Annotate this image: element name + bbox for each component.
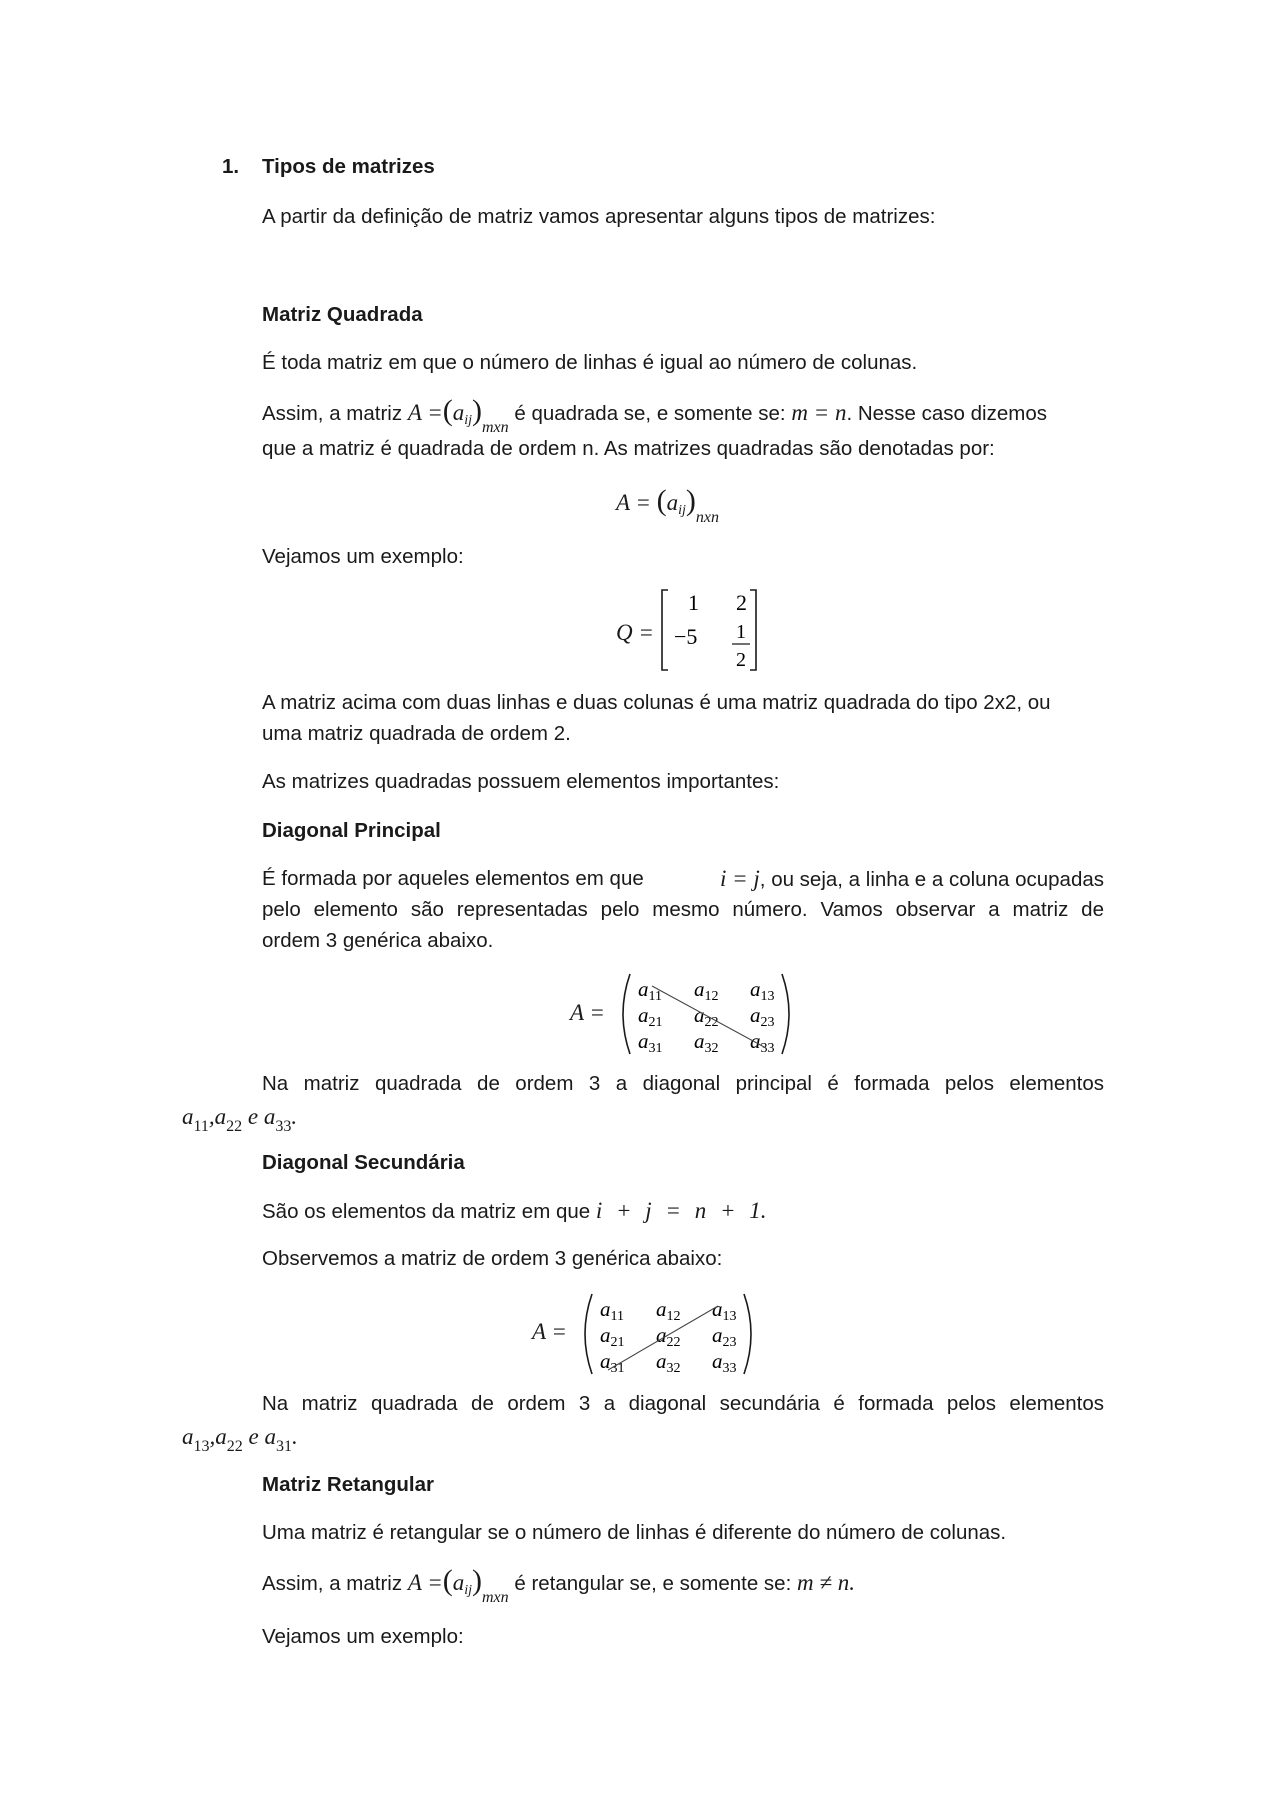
matrix-q-left-bracket <box>662 590 668 670</box>
matrix-principal-right-paren <box>782 974 789 1054</box>
matrix-q-right-bracket <box>750 590 756 670</box>
matrix-element-index: 13 <box>760 989 775 1004</box>
matrix-element-index: 12 <box>666 1309 681 1324</box>
matrix-element-a32: a32 <box>656 1349 681 1376</box>
notation-ij: ij <box>678 503 686 518</box>
matrix-element-index: 32 <box>704 1041 719 1056</box>
matrix-element-a11: a11 <box>600 1297 624 1324</box>
assim-prefix: Assim, a matriz <box>262 402 403 425</box>
matrix-element-index: 23 <box>760 1015 775 1030</box>
matrix-element-a31: a31 <box>600 1349 625 1376</box>
matrix-element-index: 33 <box>722 1361 737 1376</box>
matrix-element-index: 22 <box>666 1335 681 1350</box>
matrix-element-index: 11 <box>648 989 662 1004</box>
matrix-element-index: 21 <box>648 1015 663 1030</box>
matrix-element-a12: a12 <box>656 1297 681 1324</box>
retangular-definition: Uma matriz é retangular se o número de linhas é diferente do número de colunas. <box>262 1521 1007 1544</box>
matrix-element-a23: a23 <box>750 1003 775 1030</box>
matrix-element-a33: a33 <box>750 1029 775 1056</box>
matrix-element-index: 22 <box>704 1015 719 1030</box>
notation-rparen: ) <box>685 484 696 517</box>
matrix-element-index: 31 <box>648 1041 663 1056</box>
matrix-element-a21: a21 <box>600 1323 625 1350</box>
assim-middle: é quadrada se, e somente se: <box>514 402 786 425</box>
notation-formula <box>616 484 719 526</box>
matrix-element-index: 12 <box>704 989 719 1004</box>
section-intro: A partir da definição de matriz vamos apresentar alguns tipos de matrizes: <box>262 205 936 228</box>
retangular-ij: ij <box>464 1583 472 1598</box>
heading-matriz-quadrada: Matriz Quadrada <box>262 303 423 326</box>
formula-A-eq: A = <box>407 400 443 425</box>
quadrada-line2: que a matriz é quadrada de ordem n. As matrizes quadradas são denotadas por: <box>262 437 995 460</box>
matrix-element-a11: a11 <box>638 977 662 1004</box>
diag-principal-line3: ordem 3 genérica abaixo. <box>262 929 494 952</box>
retangular-assim-line <box>262 1564 855 1606</box>
diag-secundaria-line1 <box>262 1196 766 1227</box>
matrix-element-index: 31 <box>610 1361 625 1376</box>
matrix-secundaria-left-paren <box>585 1294 592 1374</box>
matrix-q-name: Q = <box>616 620 654 645</box>
matrix-element-index: 23 <box>722 1335 737 1350</box>
matrix-element-a33: a33 <box>712 1349 737 1376</box>
retangular-example-intro: Vejamos um exemplo: <box>262 1625 464 1648</box>
retangular-assim-middle: é retangular se, e somente se: <box>514 1572 792 1595</box>
diag-principal-line1-suffix: , ou seja, a linha e a coluna ocupadas <box>759 868 1104 891</box>
matrix-element-index: 33 <box>760 1041 775 1056</box>
matrix-element-index: 32 <box>666 1361 681 1376</box>
quadrada-elements-intro: As matrizes quadradas possuem elementos importantes: <box>262 770 780 793</box>
heading-diagonal-principal: Diagonal Principal <box>262 819 441 842</box>
retangular-A-eq: A = <box>407 1570 443 1595</box>
formula-mxn: mxn <box>482 419 509 436</box>
matrix-element-a22: a22 <box>656 1323 681 1350</box>
matrix-element-a13: a13 <box>712 1297 737 1324</box>
heading-diagonal-secundaria: Diagonal Secundária <box>262 1151 465 1174</box>
matrix-element-a23: a23 <box>712 1323 737 1350</box>
heading-matriz-retangular: Matriz Retangular <box>262 1473 434 1496</box>
matrix-secundaria-name: A = <box>532 1319 567 1344</box>
diag-principal-line1 <box>262 864 1104 895</box>
diag-principal-conclusion-line1: Na matriz quadrada de ordem 3 a diagonal principal é formada pelos elementos <box>262 1072 1104 1095</box>
elem-a11: $a_{11},a_{22}$ e $a_{33}$. <box>182 1104 298 1135</box>
retangular-a: a <box>452 1570 465 1595</box>
quadrada-definition: É toda matriz em que o número de linhas é igual ao número de colunas. <box>262 351 918 374</box>
matrix-principal-name: A = <box>570 1000 605 1025</box>
matrix-element-a21: a21 <box>638 1003 663 1030</box>
matrix-element-index: 13 <box>722 1309 737 1324</box>
section-title: Tipos de matrizes <box>262 155 435 178</box>
formula-rparen: ) <box>472 394 482 427</box>
quadrada-assim-line <box>262 394 1047 436</box>
diag-secundaria-conclusion-line2 <box>182 1422 298 1455</box>
matrix-element-a13: a13 <box>750 977 775 1004</box>
diag-principal-line2: pelo elemento são representadas pelo mesmo número. Vamos observar a matriz de <box>262 898 1104 921</box>
quadrada-example-intro: Vejamos um exemplo: <box>262 545 464 568</box>
formula-lparen: ( <box>442 394 453 427</box>
matrix-q-fraction-denominator: 2 <box>736 649 746 671</box>
diag-secundaria-condition: i + j = n + 1. <box>595 1198 767 1223</box>
matrix-element-a12: a12 <box>694 977 719 1004</box>
matrix-q-cell: −5 <box>674 624 698 649</box>
quadrada-explanation-line1: A matriz acima com duas linhas e duas colunas é uma matriz quadrada do tipo 2x2, ou <box>262 691 1051 714</box>
notation-lparen: ( <box>656 484 667 517</box>
notation-A-eq: A = <box>616 490 651 515</box>
elem-a13: $a_{13},a_{22}$ e $a_{31}$. <box>182 1424 298 1455</box>
retangular-mxn: mxn <box>482 1589 509 1606</box>
matrix-element-a32: a32 <box>694 1029 719 1056</box>
retangular-lparen: ( <box>442 1564 453 1597</box>
formula-ij: ij <box>464 413 472 428</box>
notation-nxn: nxn <box>695 509 719 526</box>
notation-a: a <box>666 490 679 515</box>
assim-condition: m = n <box>791 400 847 425</box>
matrix-secundaria-right-paren <box>744 1294 751 1374</box>
matrix-element-index: 21 <box>610 1335 625 1350</box>
assim-suffix: . Nesse caso dizemos <box>846 402 1047 425</box>
diag-secundaria-conclusion-line1: Na matriz quadrada de ordem 3 a diagonal secundária é formada pelos elementos <box>262 1392 1104 1415</box>
matrix-q-cell: 1 <box>688 590 699 615</box>
retangular-rparen: ) <box>472 1564 482 1597</box>
formula-a: a <box>452 400 465 425</box>
matrix-q <box>660 588 760 674</box>
matrix-q-fraction-numerator: 1 <box>736 621 746 643</box>
matrix-secundaria <box>578 1290 758 1378</box>
quadrada-explanation-line2: uma matriz quadrada de ordem 2. <box>262 722 571 745</box>
diag-secundaria-prefix: São os elementos da matriz em que <box>262 1200 591 1223</box>
matrix-element-index: 11 <box>610 1309 624 1324</box>
diag-principal-condition: i = j <box>719 866 760 891</box>
diag-principal-conclusion-line2 <box>182 1102 297 1135</box>
diag-secundaria-line2: Observemos a matriz de ordem 3 genérica abaixo: <box>262 1247 723 1270</box>
matrix-principal <box>616 970 796 1058</box>
matrix-element-a22: a22 <box>694 1003 719 1030</box>
retangular-assim-prefix: Assim, a matriz <box>262 1572 403 1595</box>
section-number: 1. <box>222 155 240 178</box>
retangular-condition: m ≠ n. <box>796 1570 855 1595</box>
matrix-element-a31: a31 <box>638 1029 663 1056</box>
matrix-principal-left-paren <box>623 974 630 1054</box>
diag-principal-line1-prefix: É formada por aqueles elementos em que <box>262 867 644 890</box>
matrix-q-cell: 2 <box>736 590 747 615</box>
